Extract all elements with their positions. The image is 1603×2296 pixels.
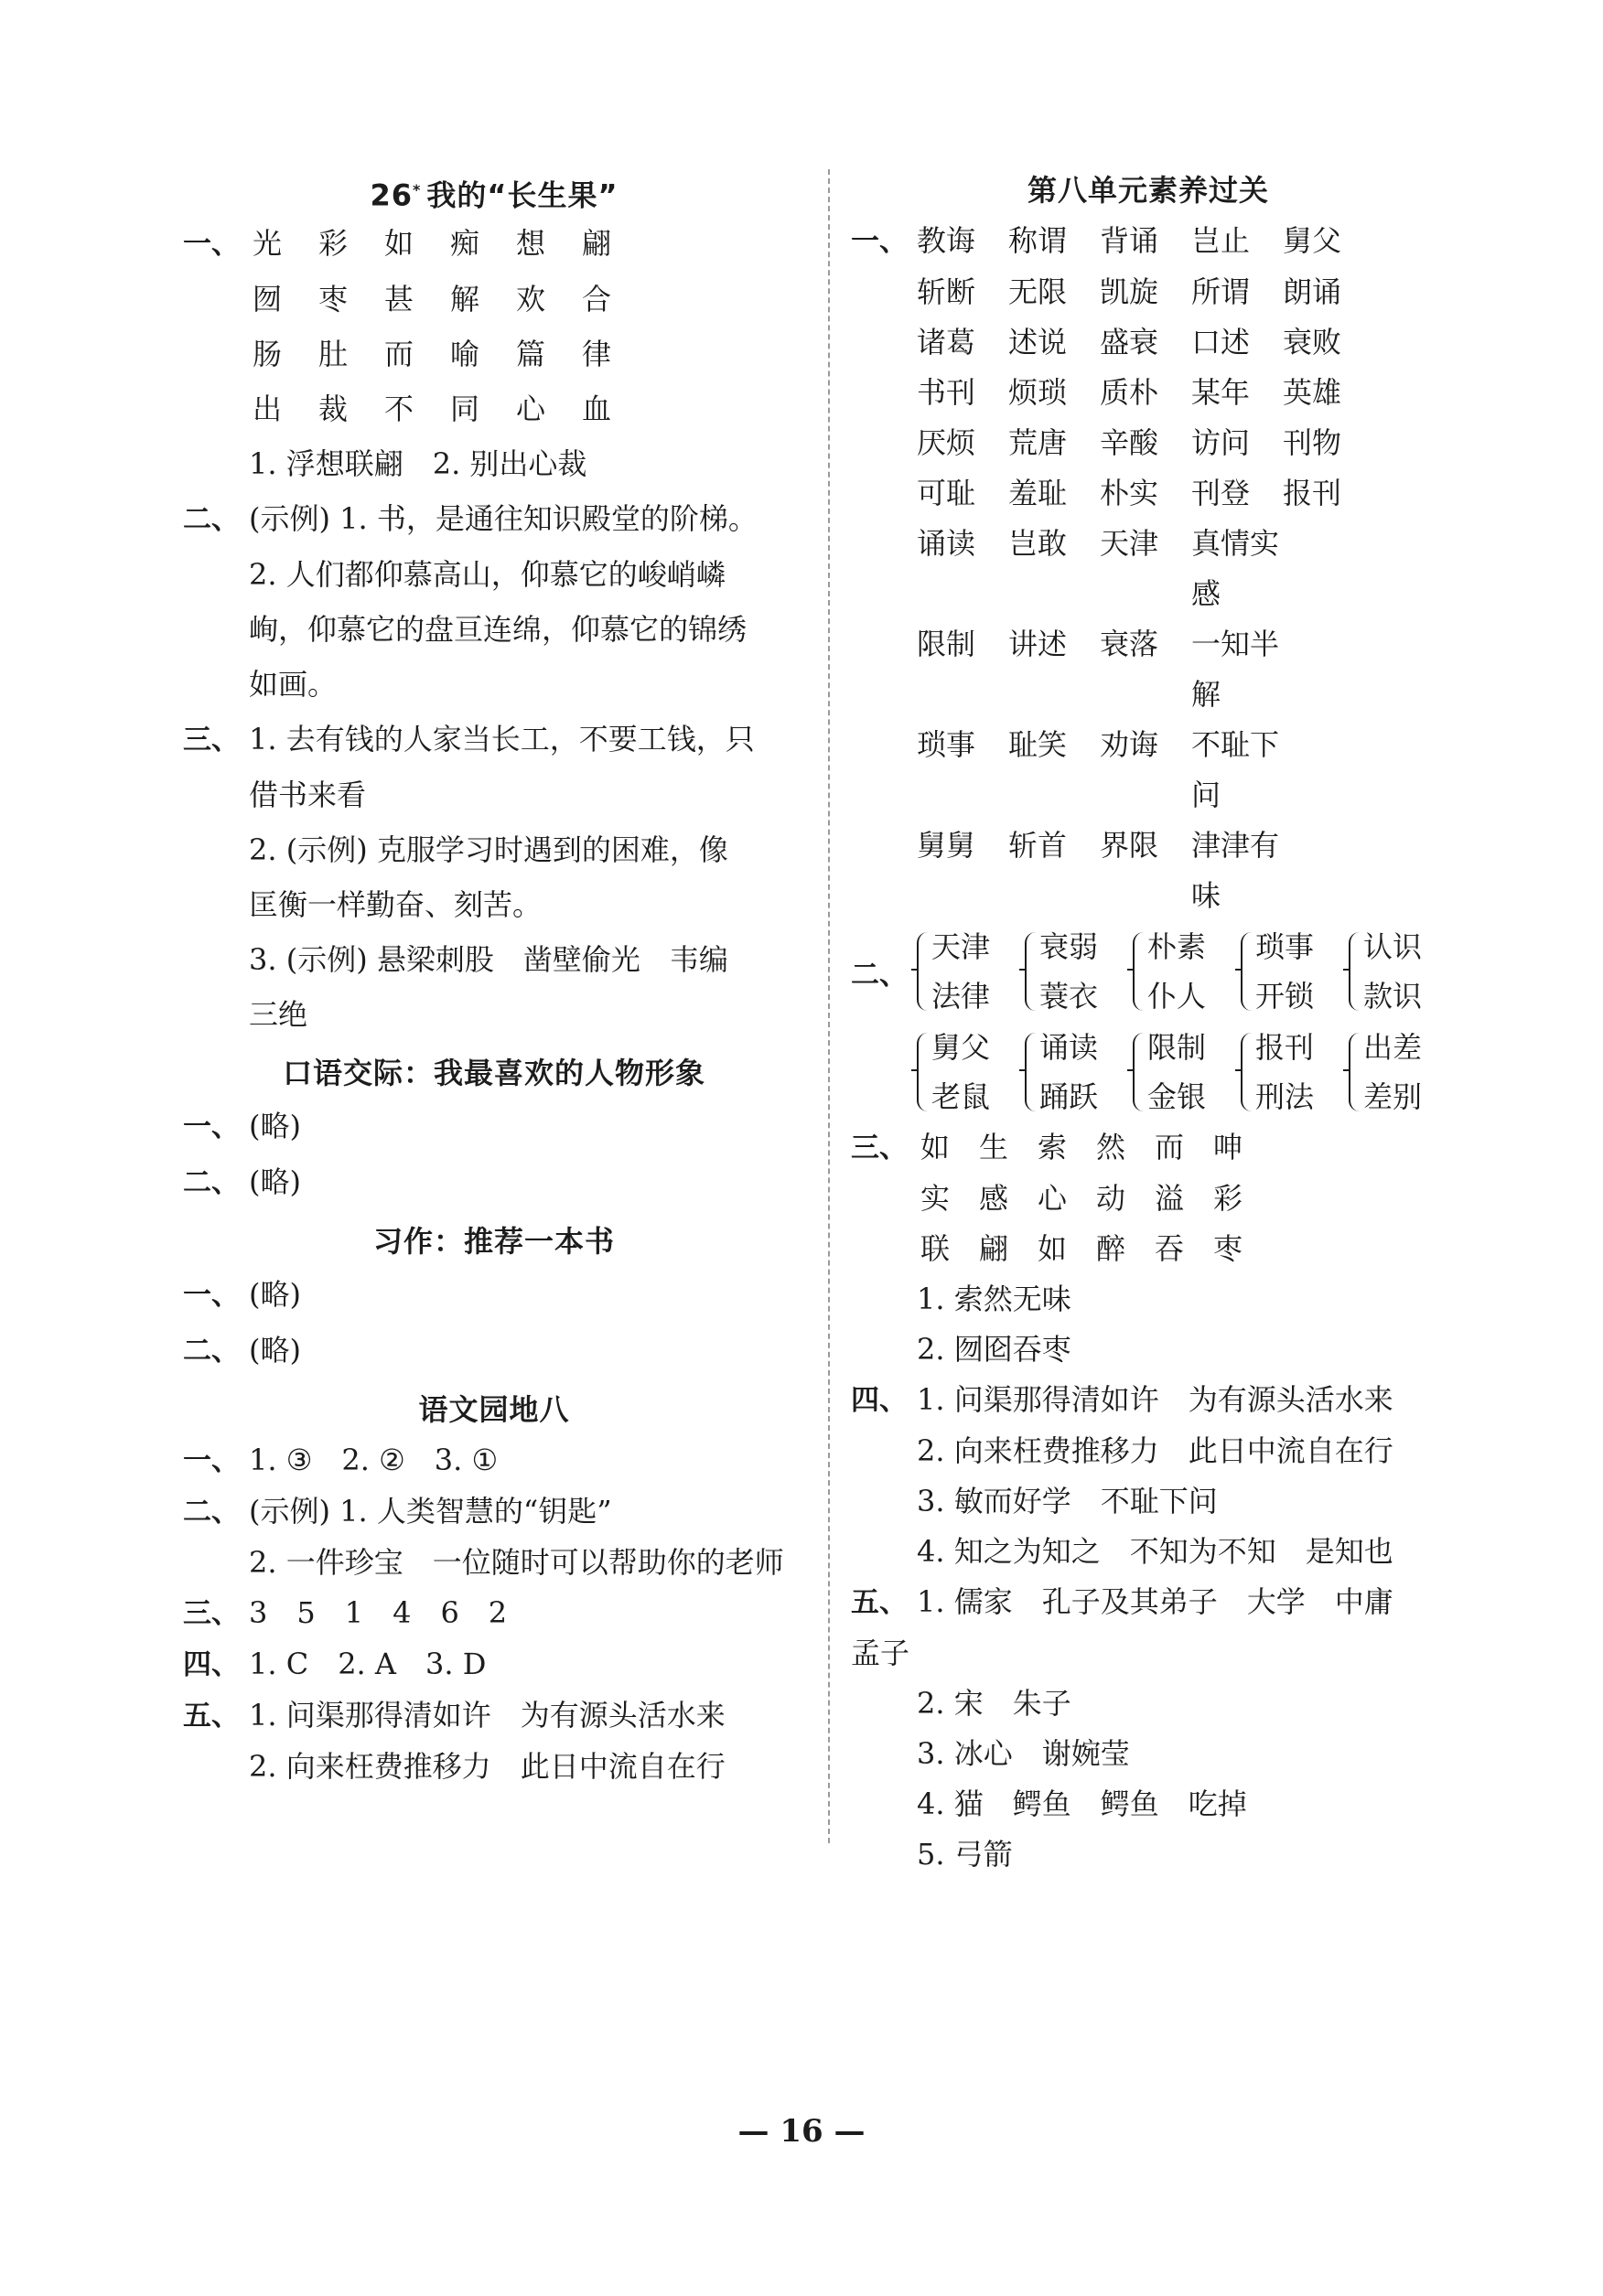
lesson-26-title <box>183 165 805 216</box>
q1-answers: 1. 浮想联翩 2. 别出心裁 <box>249 446 587 481</box>
r-q1-word: 英雄 <box>1283 375 1342 410</box>
r-q2-word: 朴素 <box>1147 929 1207 964</box>
r-q1-word: 背诵 <box>1100 223 1159 258</box>
r-q1-grid-row <box>851 368 1446 418</box>
grid-char: 囫 <box>252 282 282 317</box>
r-q1-word: 口述 <box>1191 325 1251 359</box>
r-q1-grid-row <box>851 317 1446 368</box>
r-q1-label: 一、 <box>851 225 908 258</box>
r-q1-word: 真情实感 <box>1191 526 1280 611</box>
q3-line: 三绝 <box>249 997 308 1032</box>
r-q1-word: 一知半解 <box>1191 627 1280 712</box>
r-q2-pair-row <box>851 921 1446 1022</box>
oral-q1-label: 一、 <box>183 1110 240 1143</box>
q3-row <box>183 712 805 767</box>
r-q1-words <box>917 519 1283 619</box>
r-q5-line: 5. 弓箭 <box>917 1837 1013 1872</box>
r-q2-pair-words <box>1363 922 1422 1021</box>
r-q2-word: 差别 <box>1363 1079 1423 1114</box>
r-q4-line: 3. 敏而好学 不耻下问 <box>917 1484 1218 1518</box>
grid-char: 翩 <box>581 226 611 261</box>
r-q2-word: 诵读 <box>1039 1030 1099 1065</box>
oral-q2-label: 二、 <box>183 1166 240 1199</box>
r-q1-words <box>917 267 1374 317</box>
grid-char: 醉 <box>1095 1231 1125 1266</box>
r-q4 <box>851 1375 1446 1426</box>
r-q1-word: 无限 <box>1008 274 1068 309</box>
r-q2-word: 舅父 <box>931 1030 991 1065</box>
writing-title: 习作：推荐一本书 <box>372 1224 615 1259</box>
r-q2-pair <box>1241 922 1349 1021</box>
q3-label: 三、 <box>183 724 240 756</box>
r-q3-chars <box>917 1224 1246 1274</box>
grid-char: 肚 <box>317 337 348 371</box>
writing-q1-text: (略) <box>249 1277 301 1312</box>
r-q1-word: 限制 <box>917 627 976 661</box>
r-q1-word: 衰败 <box>1283 325 1342 359</box>
r-q2-word: 蓑衣 <box>1039 979 1099 1014</box>
column-divider <box>828 169 830 1843</box>
r-q1-word: 斩断 <box>917 274 976 309</box>
r-q1-word: 所谓 <box>1191 274 1251 309</box>
r-q1-word: 朴实 <box>1100 476 1159 510</box>
r-q5-line-wrap <box>851 1628 1446 1679</box>
r-q1-word: 天津 <box>1100 526 1159 561</box>
grid-char: 感 <box>978 1181 1008 1216</box>
writing-q1 <box>183 1267 805 1323</box>
r-q2-pair-row <box>851 1022 1446 1122</box>
r-q2-pair-words <box>931 1023 990 1121</box>
r-q2-pair-words <box>931 922 990 1021</box>
r-q1-word: 盛衰 <box>1100 325 1159 359</box>
q1-label: 一、 <box>183 228 240 261</box>
r-q1-word: 岂敢 <box>1008 526 1068 561</box>
writing-q2-text: (略) <box>249 1333 301 1368</box>
r-q1-word: 舅舅 <box>917 828 976 863</box>
garden-q5-line: 2. 向来枉费推移力 此日中流自在行 <box>249 1749 726 1784</box>
grid-char: 然 <box>1095 1130 1125 1164</box>
r-q1-words <box>917 317 1374 368</box>
r-q1-word: 琐事 <box>917 727 976 762</box>
grid-char: 心 <box>1037 1181 1067 1216</box>
r-q1-word: 厌烦 <box>917 425 976 460</box>
r-q1-word: 辛酸 <box>1100 425 1159 460</box>
q2-row <box>183 491 805 547</box>
r-q2-pair-words <box>1255 922 1314 1021</box>
r-q2-pair <box>1349 922 1457 1021</box>
brace-icon <box>917 1033 928 1111</box>
grid-char: 如 <box>383 226 414 261</box>
r-q3-chars <box>917 1122 1246 1173</box>
grid-char: 痴 <box>449 226 479 261</box>
r-q1-word: 不耻下问 <box>1191 727 1280 812</box>
r-q5 <box>851 1577 1446 1628</box>
r-q1-word: 书刊 <box>917 375 976 410</box>
oral-q2-text: (略) <box>249 1164 301 1199</box>
grid-char: 呻 <box>1212 1130 1243 1164</box>
r-q1-word: 某年 <box>1191 375 1251 410</box>
oral-title: 口语交际：我最喜欢的人物形象 <box>282 1056 705 1090</box>
r-q2-pair-words <box>1363 1023 1422 1121</box>
r-q3-grid-row <box>851 1224 1446 1274</box>
brace-icon <box>1025 932 1036 1011</box>
writing-q2 <box>183 1323 805 1379</box>
r-q2-word: 报刊 <box>1255 1030 1315 1065</box>
grid-char: 彩 <box>1212 1181 1243 1216</box>
garden-q2-label: 二、 <box>183 1496 240 1529</box>
q1-row <box>183 216 805 272</box>
brace-icon <box>1241 1033 1252 1111</box>
grid-char: 实 <box>920 1181 950 1216</box>
r-q1-word: 斩首 <box>1008 828 1068 863</box>
r-q3-block <box>851 1122 1446 1274</box>
r-q2-word: 衰弱 <box>1039 929 1099 964</box>
garden-q2 <box>183 1486 805 1538</box>
garden-q4 <box>183 1639 805 1690</box>
r-q2-pair-words <box>1147 922 1206 1021</box>
r-q1-words <box>917 821 1283 921</box>
r-q1-words <box>917 368 1374 418</box>
grid-char: 肠 <box>252 337 282 371</box>
grid-char: 甚 <box>383 282 414 317</box>
r-q1-word: 述说 <box>1008 325 1068 359</box>
writing-q1-label: 一、 <box>183 1279 240 1312</box>
r-q4-line: 2. 向来枉费推移力 此日中流自在行 <box>917 1433 1393 1468</box>
garden-q5-label: 五、 <box>183 1700 240 1733</box>
grid-char: 翩 <box>978 1231 1008 1266</box>
r-q2-word: 限制 <box>1147 1030 1207 1065</box>
r-q1-grid-row <box>851 619 1446 720</box>
r-q2-pair-words <box>1147 1023 1206 1121</box>
r-q2-pairs <box>917 922 1457 1021</box>
r-q1-word: 诵读 <box>917 526 976 561</box>
q3-line: 匡衡一样勤奋、刻苦。 <box>249 887 543 922</box>
r-q2-word: 金银 <box>1147 1079 1207 1114</box>
r-q3-label: 三、 <box>851 1132 908 1164</box>
r-q1-word: 讲述 <box>1008 627 1068 661</box>
brace-icon <box>1241 932 1252 1011</box>
grid-char: 如 <box>920 1130 950 1164</box>
r-q2-word: 开锁 <box>1255 979 1315 1014</box>
r-q3-grid-row <box>851 1122 1446 1174</box>
grid-char: 篇 <box>515 337 545 371</box>
lesson-number: 26 <box>370 177 414 213</box>
r-q1-grid-row <box>851 720 1446 821</box>
right-column <box>851 165 1446 1880</box>
writing-q2-label: 二、 <box>183 1335 240 1368</box>
brace-icon <box>917 932 928 1011</box>
page-number: — 16 — <box>737 2113 866 2150</box>
r-q5-line: 3. 冰心 谢婉莹 <box>917 1736 1130 1771</box>
r-q2-pair-words <box>1255 1023 1314 1121</box>
grid-char: 光 <box>252 226 282 261</box>
r-q1-grid-row <box>851 267 1446 317</box>
r-q5-line: 孟子 <box>851 1636 910 1670</box>
r-q1-word: 质朴 <box>1100 375 1159 410</box>
grid-char: 彩 <box>317 226 348 261</box>
r-q5-label: 五、 <box>851 1586 908 1619</box>
r-q5-line: 2. 宋 朱子 <box>917 1686 1071 1721</box>
brace-icon <box>1133 932 1144 1011</box>
r-q1-words <box>917 468 1374 519</box>
q1-grid-row-2 <box>183 327 805 381</box>
r-q2-pair-words <box>1039 1023 1098 1121</box>
r-q1-word: 访问 <box>1191 425 1251 460</box>
r-q2-block <box>851 921 1446 1122</box>
r-q1-word: 朗诵 <box>1283 274 1342 309</box>
q3-line: 3. (示例) 悬梁刺股 凿壁偷光 韦编 <box>249 942 728 977</box>
r-q1-grid-row <box>851 468 1446 519</box>
r-q5-line: 4. 猫 鳄鱼 鳄鱼 吃掉 <box>917 1786 1247 1821</box>
r-q1-word: 衰落 <box>1100 627 1159 661</box>
r-q1-word: 诸葛 <box>917 325 976 359</box>
q2-line: (示例) 1. 书，是通往知识殿堂的阶梯。 <box>249 501 758 536</box>
r-q2-word: 仆人 <box>1147 979 1207 1014</box>
q1-grid-row-0 <box>249 216 615 271</box>
q2-line: 峋，仰慕它的盘亘连绵，仰慕它的锦绣 <box>249 612 748 647</box>
q1-grid-row-3 <box>183 381 805 436</box>
r-q2-word: 款识 <box>1363 979 1423 1014</box>
r-q2-pair <box>1349 1023 1457 1121</box>
grid-char: 想 <box>515 226 545 261</box>
garden-q3-label: 三、 <box>183 1597 240 1630</box>
grid-char: 不 <box>383 392 414 426</box>
r-q5-line: 1. 儒家 孔子及其弟子 大学 中庸 <box>917 1584 1393 1619</box>
grid-char: 裁 <box>317 392 348 426</box>
grid-char: 心 <box>515 392 545 426</box>
q2-line: 如画。 <box>249 667 338 702</box>
garden-q3-text: 3 5 1 4 6 2 <box>249 1595 508 1630</box>
grid-char: 出 <box>252 392 282 426</box>
grid-char: 枣 <box>317 282 348 317</box>
r-q4-line: 1. 问渠那得清如许 为有源头活水来 <box>917 1382 1393 1417</box>
r-q2-pair <box>1241 1023 1349 1121</box>
garden-q1-text: 1. ③ 2. ② 3. ① <box>249 1443 499 1477</box>
r-q2-word: 法律 <box>931 979 991 1014</box>
lesson-title-text: 我的“长生果” <box>426 177 619 213</box>
grid-char: 欢 <box>515 282 545 317</box>
r-q2-word: 琐事 <box>1255 929 1315 964</box>
garden-q5 <box>183 1690 805 1742</box>
r-q1-word: 耻笑 <box>1008 727 1068 762</box>
grid-char: 同 <box>449 392 479 426</box>
r-q1-word: 凯旋 <box>1100 274 1159 309</box>
r-q2-pair <box>1133 1023 1241 1121</box>
grid-char: 合 <box>581 282 611 317</box>
r-q1-word: 劝诲 <box>1100 727 1159 762</box>
r-q1-word: 刊物 <box>1283 425 1342 460</box>
garden-q1-label: 一、 <box>183 1444 240 1477</box>
oral-q1-text: (略) <box>249 1109 301 1143</box>
grid-char: 溢 <box>1154 1181 1184 1216</box>
garden-q4-label: 四、 <box>183 1648 240 1681</box>
r-q1-grid-row <box>851 821 1446 921</box>
garden-q1 <box>183 1435 805 1486</box>
r-q3-chars <box>917 1174 1246 1224</box>
r-q2-word: 出差 <box>1363 1030 1423 1065</box>
r-q2-pair <box>917 1023 1025 1121</box>
r-q2-word: 踊跃 <box>1039 1079 1099 1114</box>
r-q1-word: 岂止 <box>1191 223 1251 258</box>
r-q4-line: 4. 知之为知之 不知为不知 是知也 <box>917 1534 1393 1569</box>
r-q1-words <box>917 418 1374 468</box>
grid-char: 联 <box>920 1231 950 1266</box>
r-q4-label: 四、 <box>851 1384 908 1417</box>
unit-review-title: 第八单元素养过关 <box>1027 173 1269 208</box>
r-q1-word: 刊登 <box>1191 476 1251 510</box>
garden-q2-line: 2. 一件珍宝 一位随时可以帮助你的老师 <box>249 1545 784 1580</box>
garden-q3 <box>183 1588 805 1639</box>
q1-grid-row-1 <box>183 272 805 327</box>
grid-char: 吞 <box>1154 1231 1184 1266</box>
garden-q4-text: 1. C 2. A 3. D <box>249 1647 487 1681</box>
garden-q5-line: 1. 问渠那得清如许 为有源头活水来 <box>249 1698 726 1733</box>
r-q1-words <box>917 720 1283 821</box>
r-q1-words <box>917 216 1374 266</box>
grid-char: 律 <box>581 337 611 371</box>
r-q3-answer: 1. 索然无味 <box>917 1282 1071 1316</box>
grid-char: 解 <box>449 282 479 317</box>
garden-title: 语文园地八 <box>418 1392 570 1427</box>
r-q2-pair-words <box>1039 922 1098 1021</box>
brace-icon <box>1349 1033 1360 1111</box>
r-q2-pairs <box>917 1023 1457 1121</box>
r-q1-word: 荒唐 <box>1008 425 1068 460</box>
r-q1-word: 可耻 <box>917 476 976 510</box>
grid-char: 动 <box>1095 1181 1125 1216</box>
r-q1-grid-row <box>851 519 1446 619</box>
r-q3-grid-row <box>851 1174 1446 1224</box>
r-q1-word: 教诲 <box>917 223 976 258</box>
q3-line: 借书来看 <box>249 778 367 812</box>
grid-char: 生 <box>978 1130 1008 1164</box>
r-q3-answer: 2. 囫囵吞枣 <box>917 1332 1071 1367</box>
brace-icon <box>1133 1033 1144 1111</box>
oral-q1 <box>183 1099 805 1154</box>
grid-char: 如 <box>1037 1231 1067 1266</box>
left-column <box>183 165 805 1792</box>
oral-q2 <box>183 1154 805 1210</box>
r-q2-pair <box>1133 922 1241 1021</box>
garden-q2-line: (示例) 1. 人类智慧的“钥匙” <box>249 1494 612 1529</box>
r-q1-word: 烦琐 <box>1008 375 1068 410</box>
r-q2-word: 老鼠 <box>931 1079 991 1114</box>
grid-char: 血 <box>581 392 611 426</box>
r-q1-grid-row <box>851 216 1446 267</box>
grid-char: 而 <box>383 337 414 371</box>
grid-char: 索 <box>1037 1130 1067 1164</box>
r-q1-word: 津津有味 <box>1191 828 1280 913</box>
brace-icon <box>1349 932 1360 1011</box>
r-q2-word: 天津 <box>931 929 991 964</box>
lesson-star: * <box>413 181 422 198</box>
q3-line: 2. (示例) 克服学习时遇到的困难，像 <box>249 832 728 867</box>
r-q2-word: 刑法 <box>1255 1079 1315 1114</box>
r-q1-grid-row <box>851 418 1446 468</box>
q3-line: 1. 去有钱的人家当长工，不要工钱，只 <box>249 722 755 756</box>
r-q2-label: 二、 <box>851 958 908 992</box>
r-q1-word: 报刊 <box>1283 476 1342 510</box>
q2-line: 2. 人们都仰慕高山，仰慕它的峻峭嶙 <box>249 557 726 592</box>
q2-label: 二、 <box>183 503 240 536</box>
grid-char: 枣 <box>1212 1231 1243 1266</box>
r-q2-pair <box>917 922 1025 1021</box>
r-q2-pair <box>1025 1023 1133 1121</box>
r-q1-block <box>851 216 1446 921</box>
r-q1-word: 羞耻 <box>1008 476 1068 510</box>
r-q1-words <box>917 619 1283 720</box>
grid-char: 喻 <box>449 337 479 371</box>
brace-icon <box>1025 1033 1036 1111</box>
r-q2-word: 认识 <box>1363 929 1423 964</box>
r-q2-pair <box>1025 922 1133 1021</box>
grid-char: 而 <box>1154 1130 1184 1164</box>
r-q1-word: 称谓 <box>1008 223 1068 258</box>
r-q1-word: 舅父 <box>1283 223 1342 258</box>
r-q1-word: 界限 <box>1100 828 1159 863</box>
